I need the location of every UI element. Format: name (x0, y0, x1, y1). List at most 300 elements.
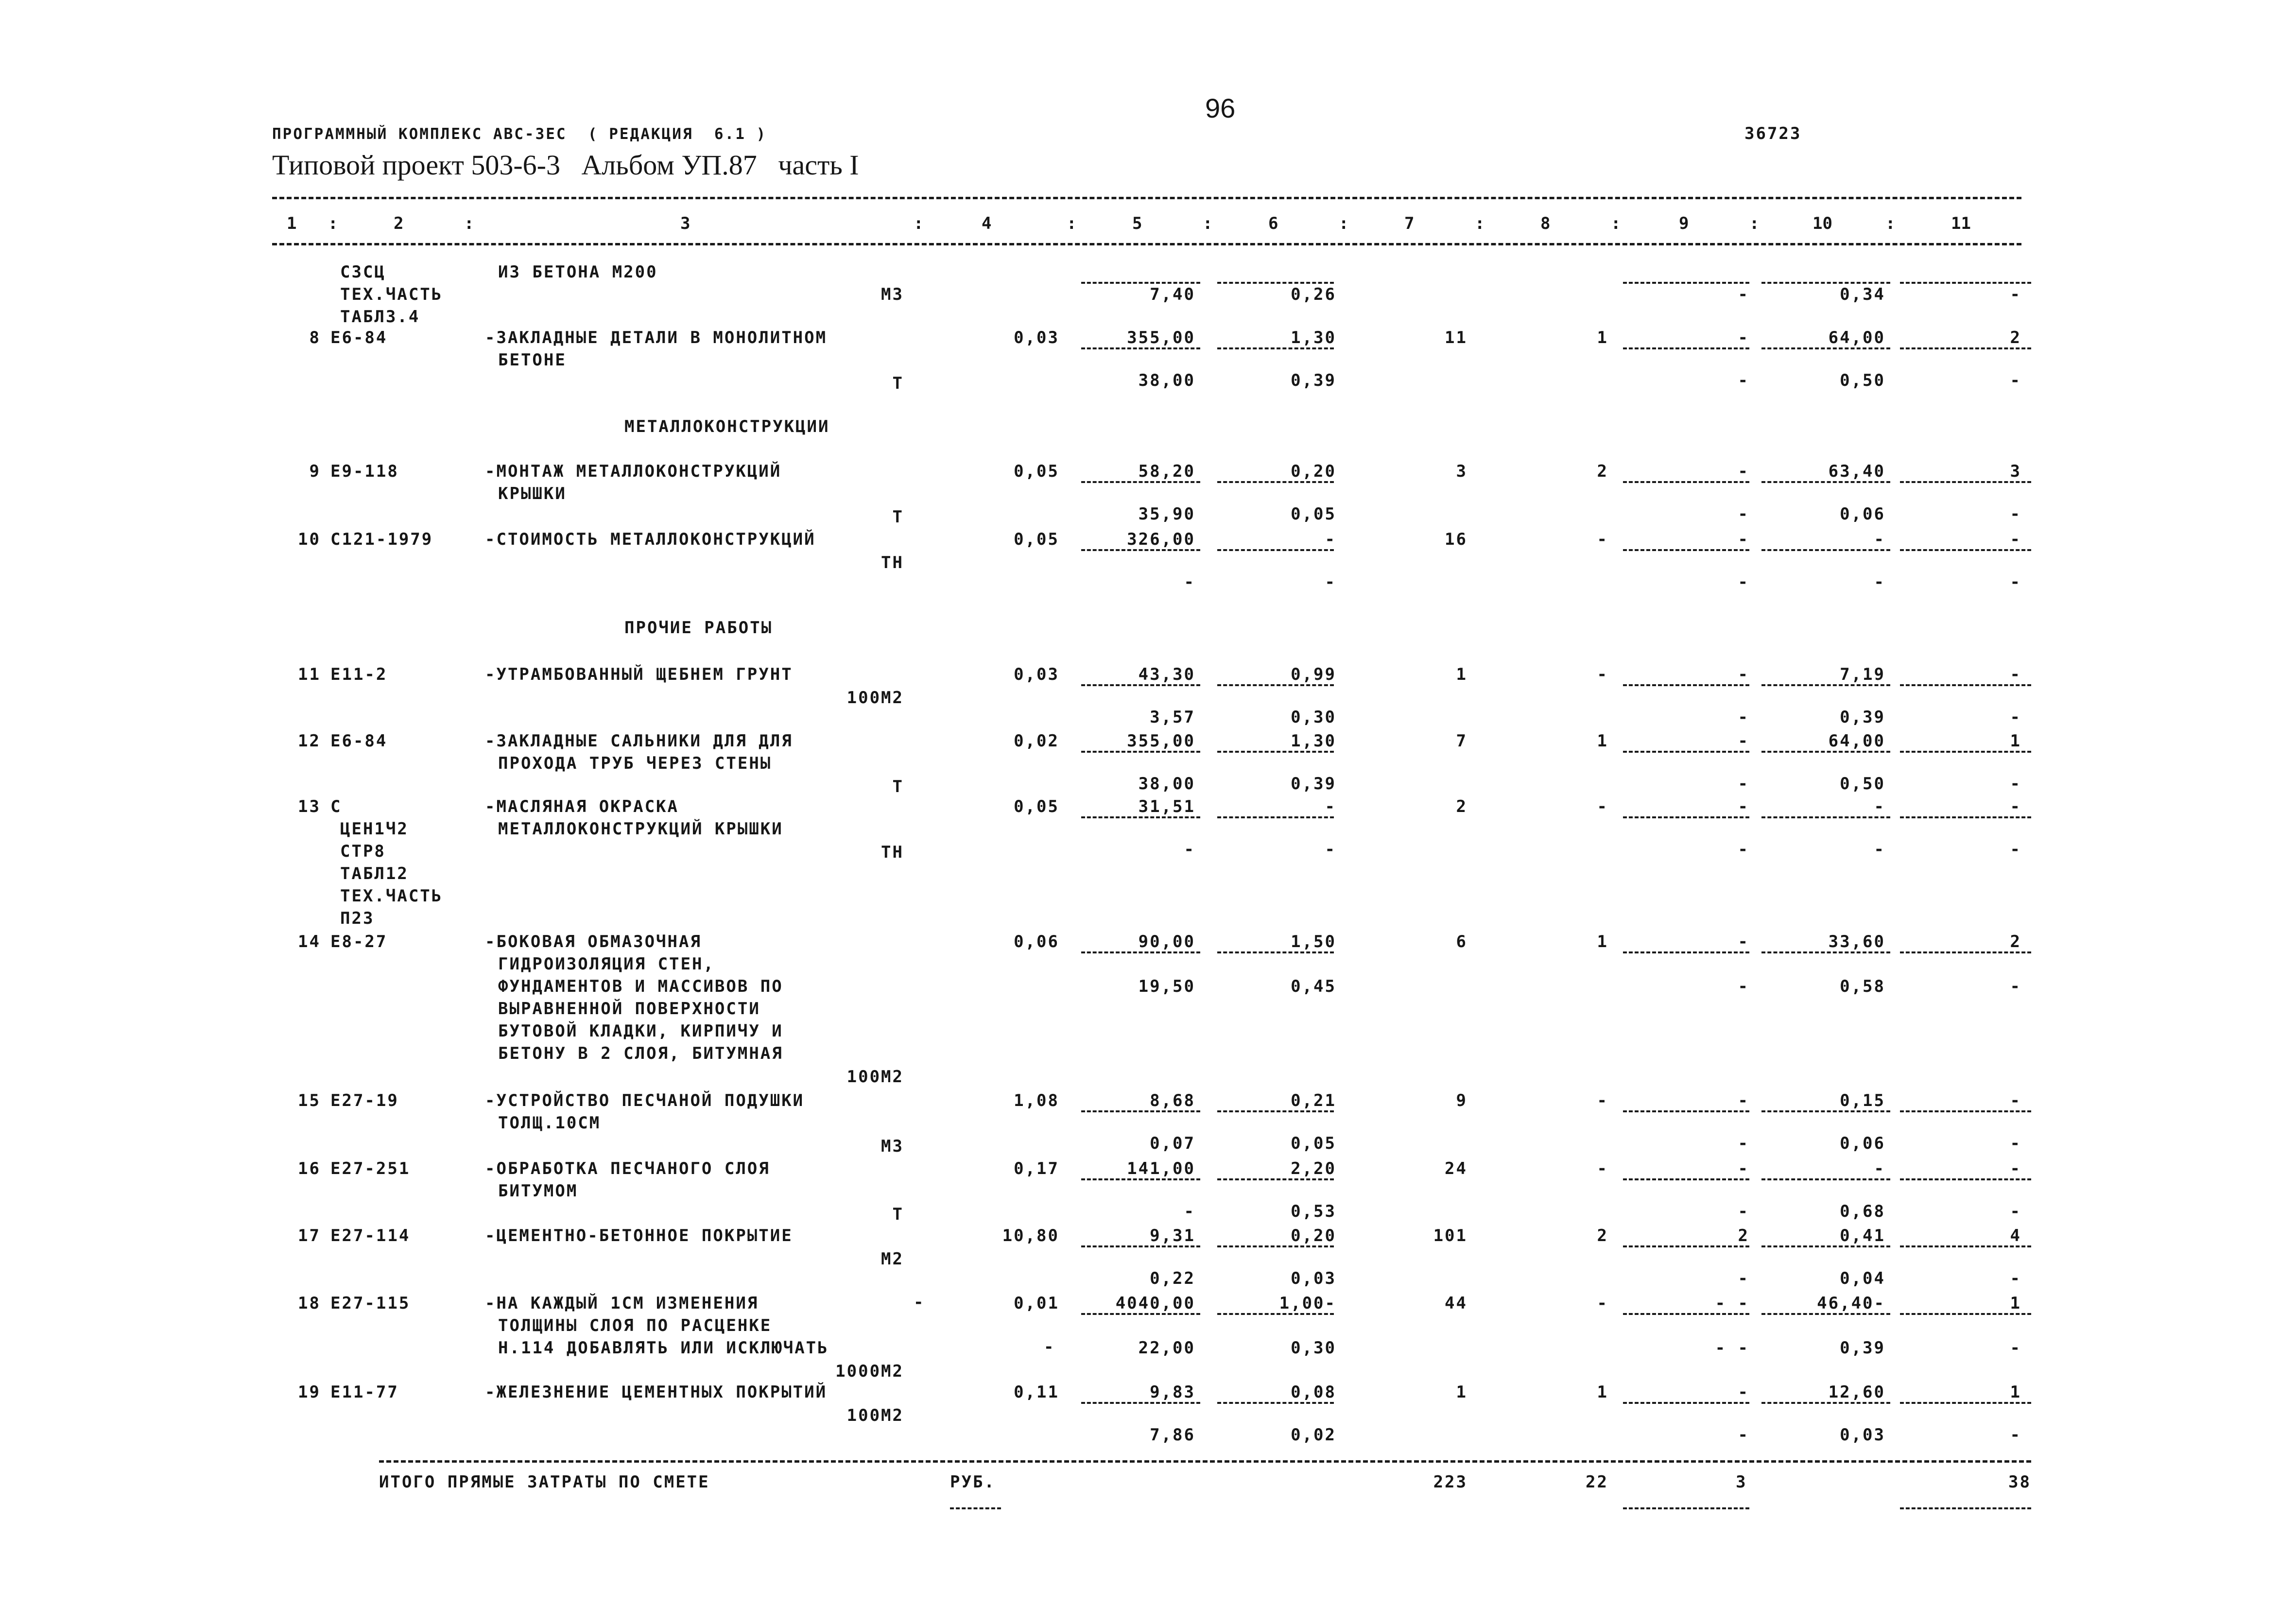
row-col-4: 0,06 (1014, 932, 1059, 951)
row-col-4: 0,03 (1014, 665, 1059, 684)
row-col-5: 355,00 (1127, 731, 1195, 751)
row-col-8: - (1597, 1091, 1608, 1110)
row-description-line: ГИДРОИЗОЛЯЦИЯ СТЕН, (498, 954, 715, 974)
row-description-line: -ЦЕМЕНТНО-БЕТОННОЕ ПОКРЫТИЕ (485, 1226, 793, 1245)
row-col-9-second: - (1738, 285, 1749, 304)
row-number: 15 (298, 1091, 321, 1110)
row-col-6: 1,30 (1291, 731, 1336, 751)
value-separator-rule (1900, 1178, 2031, 1180)
row-col-8: 2 (1597, 1226, 1608, 1245)
row-col-10: 0,41 (1840, 1226, 1885, 1245)
row-col-8: 1 (1597, 1382, 1608, 1402)
total-col-9-underline (1623, 1507, 1749, 1509)
row-col-10-second: 0,04 (1840, 1269, 1885, 1288)
document-code: 36723 (1744, 124, 1802, 143)
row-code-line: ЦЕН1Ч2 (340, 819, 409, 839)
row-col-6: 1,30 (1291, 328, 1336, 347)
row-description-line: -УТРАМБОВАННЫЙ ЩЕБНЕМ ГРУНТ (485, 665, 793, 684)
row-col-4: 0,05 (1014, 797, 1059, 816)
value-separator-rule (1217, 549, 1334, 551)
row-col-5-second: 19,50 (1138, 977, 1195, 996)
row-description-line: -ЗАКЛАДНЫЕ ДЕТАЛИ В МОНОЛИТНОМ (485, 328, 828, 347)
total-col-11-underline (1900, 1507, 2031, 1509)
program-line: ПРОГРАММНЫЙ КОМПЛЕКС АВС-ЗЕС ( РЕДАКЦИЯ 6.1 ) (272, 125, 767, 143)
row-col-10: - (1874, 1159, 1885, 1178)
row-col-11-second: - (2010, 1202, 2021, 1221)
row-col-9-second: - (1738, 572, 1749, 592)
row-unit: М3 (881, 285, 904, 304)
value-separator-rule (1761, 951, 1890, 953)
row-col-11-second: - (2010, 572, 2021, 592)
row-col-11-second: - (2010, 708, 2021, 727)
value-separator-rule (1623, 1110, 1749, 1112)
row-col-5: 326,00 (1127, 530, 1195, 549)
row-description-line: БЕТОНУ В 2 СЛОЯ, БИТУМНАЯ (498, 1044, 783, 1063)
row-description-line: КРЫШКИ (498, 484, 567, 503)
row-col-7: 2 (1456, 797, 1467, 816)
row-col-10-second: 0,06 (1840, 1134, 1885, 1153)
row-col-6: 1,00- (1279, 1294, 1336, 1313)
row-col-8: 2 (1597, 462, 1608, 481)
row-col-10-second: - (1874, 840, 1885, 859)
row-col-5-second: 22,00 (1138, 1338, 1195, 1358)
row-col-11: - (2010, 665, 2021, 684)
row-col-9-second: - (1738, 504, 1749, 524)
row-number: 13 (298, 797, 321, 816)
row-description-line: Н.114 ДОБАВЛЯТЬ ИЛИ ИСКЛЮЧАТЬ (498, 1338, 829, 1358)
value-separator-rule (1900, 282, 2031, 284)
value-separator-rule (1217, 282, 1334, 284)
row-col-7: 7 (1456, 731, 1467, 751)
row-col-6-second: 0,53 (1291, 1202, 1336, 1221)
row-col-9: - (1738, 1091, 1749, 1110)
col-header-11: 11 (1951, 214, 1971, 233)
value-separator-rule (1761, 816, 1890, 818)
row-col-10-second: 0,50 (1840, 371, 1885, 390)
row-description-line: -УСТРОЙСТВО ПЕСЧАНОЙ ПОДУШКИ (485, 1091, 805, 1110)
row-unit: 1000М2 (835, 1362, 904, 1381)
row-col-9: - (1738, 797, 1749, 816)
col-separator: : (1067, 214, 1077, 233)
col-separator: : (328, 214, 338, 233)
row-col-5-second: - (1184, 572, 1195, 592)
row-col-5: 8,68 (1150, 1091, 1195, 1110)
row-col-10-second: 0,34 (1840, 285, 1885, 304)
value-separator-rule (1081, 481, 1200, 483)
total-currency: РУБ. (950, 1472, 996, 1492)
row-col-7: 1 (1456, 1382, 1467, 1402)
col-separator: : (1339, 214, 1349, 233)
row-col-7: 11 (1445, 328, 1467, 347)
row-col-9: - - (1715, 1294, 1749, 1313)
row-description-line: ИЗ БЕТОНА М200 (498, 262, 658, 282)
row-col-6-second: 0,02 (1291, 1425, 1336, 1445)
row-col-8: 1 (1597, 328, 1608, 347)
row-col-6: - (1325, 530, 1336, 549)
row-description-line: -ЖЕЛЕЗНЕНИЕ ЦЕМЕНТНЫХ ПОКРЫТИЙ (485, 1382, 828, 1402)
row-unit: ТН (881, 843, 904, 862)
row-code-line: ТАБЛ3.4 (340, 307, 420, 327)
row-col-10: 64,00 (1828, 731, 1885, 751)
value-separator-rule (1623, 481, 1749, 483)
row-number: 8 (309, 328, 321, 347)
row-code-line: СТР8 (340, 842, 386, 861)
row-description-line: -ОБРАБОТКА ПЕСЧАНОГО СЛОЯ (485, 1159, 770, 1178)
row-col-8: - (1597, 797, 1608, 816)
row-code-line: ТЕХ.ЧАСТЬ (340, 886, 443, 906)
row-col-11: - (2010, 797, 2021, 816)
row-col-6: 0,99 (1291, 665, 1336, 684)
row-col-6-second: - (1325, 572, 1336, 592)
row-col-5: 90,00 (1138, 932, 1195, 951)
row-col-6-second: 0,03 (1291, 1269, 1336, 1288)
row-unit: 100М2 (846, 1067, 904, 1087)
row-col-5: 43,30 (1138, 665, 1195, 684)
row-description-line: -ЗАКЛАДНЫЕ САЛЬНИКИ ДЛЯ ДЛЯ (485, 731, 793, 751)
row-col-5: 31,51 (1138, 797, 1195, 816)
row-code-line: С121-1979 (330, 530, 433, 549)
row-description-line: ПРОХОДА ТРУБ ЧЕРЕЗ СТЕНЫ (498, 754, 772, 773)
row-unit: Т (892, 374, 904, 393)
row-col-9: - (1738, 1159, 1749, 1178)
col-separator: : (1749, 214, 1760, 233)
value-separator-rule (1081, 816, 1200, 818)
value-separator-rule (1217, 816, 1334, 818)
row-description-line: ВЫРАВНЕННОЙ ПОВЕРХНОСТИ (498, 999, 760, 1019)
row-col-11: - (2010, 1159, 2021, 1178)
row-col-10-second: 0,68 (1840, 1202, 1885, 1221)
project-title: Типовой проект 503-6-3 Альбом УП.87 часть I (272, 149, 859, 181)
row-unit: Т (892, 1205, 904, 1224)
value-separator-rule (1900, 684, 2031, 686)
row-col-9-second: - (1738, 708, 1749, 727)
row-col-6-second: 0,45 (1291, 977, 1336, 996)
row-col-6-second: 0,26 (1291, 285, 1336, 304)
total-label: ИТОГО ПРЯМЫЕ ЗАТРАТЫ ПО СМЕТЕ (379, 1472, 710, 1492)
row-code-line: Е8-27 (330, 932, 388, 951)
row-col-10: 33,60 (1828, 932, 1885, 951)
row-col-11: 4 (2010, 1226, 2021, 1245)
row-number: 11 (298, 665, 321, 684)
row-col-10-second: 0,06 (1840, 504, 1885, 524)
row-description-line: ТОЛЩ.10СМ (498, 1113, 601, 1133)
row-unit: М3 (881, 1137, 904, 1156)
value-separator-rule (1761, 282, 1890, 284)
value-separator-rule (1623, 816, 1749, 818)
value-separator-rule (1217, 1402, 1334, 1404)
value-separator-rule (1217, 1313, 1334, 1315)
value-separator-rule (1900, 1402, 2031, 1404)
value-separator-rule (1761, 684, 1890, 686)
row-col-9: - (1738, 328, 1749, 347)
row-col-9: - (1738, 665, 1749, 684)
value-separator-rule (1900, 816, 2031, 818)
row-col-10: 64,00 (1828, 328, 1885, 347)
page-number: 96 (1205, 93, 1236, 123)
value-separator-rule (1217, 1110, 1334, 1112)
value-separator-rule (1081, 549, 1200, 551)
row-col-10-second: 0,58 (1840, 977, 1885, 996)
value-separator-rule (1623, 1402, 1749, 1404)
row-description-line: ФУНДАМЕНТОВ И МАССИВОВ ПО (498, 977, 783, 996)
row-col-7: 24 (1445, 1159, 1467, 1178)
row-col-9-second: - (1738, 840, 1749, 859)
col-separator: : (464, 214, 474, 233)
row-18-minus-mark: - (914, 1293, 925, 1312)
row-col-11: 1 (2010, 1294, 2021, 1313)
section-title-other: ПРОЧИЕ РАБОТЫ (624, 618, 773, 638)
value-separator-rule (1623, 751, 1749, 753)
row-col-7: 9 (1456, 1091, 1467, 1110)
row-code-line: П23 (340, 909, 375, 928)
row-code-line: Е27-251 (330, 1159, 411, 1178)
row-col-9-second: - (1738, 774, 1749, 794)
row-col-8: - (1597, 665, 1608, 684)
row-col-7: 3 (1456, 462, 1467, 481)
row-18-minus-mark: - (1044, 1337, 1055, 1357)
row-col-6-second: - (1325, 840, 1336, 859)
value-separator-rule (1217, 481, 1334, 483)
row-col-5-second: - (1184, 840, 1195, 859)
row-description-line: -НА КАЖДЫЙ 1СМ ИЗМЕНЕНИЯ (485, 1294, 759, 1313)
row-code-line: Е11-77 (330, 1382, 399, 1402)
row-unit: М2 (881, 1249, 904, 1269)
row-col-7: 16 (1445, 530, 1467, 549)
row-col-11-second: - (2010, 1269, 2021, 1288)
row-col-6-second: 0,30 (1291, 1338, 1336, 1358)
row-code-line: Е9-118 (330, 462, 399, 481)
row-col-4: 0,11 (1014, 1382, 1059, 1402)
row-col-5: 9,31 (1150, 1226, 1195, 1245)
row-col-11-second: - (2010, 285, 2021, 304)
row-col-11-second: - (2010, 774, 2021, 794)
value-separator-rule (1900, 549, 2031, 551)
row-col-5: 355,00 (1127, 328, 1195, 347)
row-col-11-second: - (2010, 1425, 2021, 1445)
value-separator-rule (1081, 751, 1200, 753)
row-col-10: 46,40- (1817, 1294, 1885, 1313)
value-separator-rule (1081, 1178, 1200, 1180)
row-col-9: - (1738, 731, 1749, 751)
row-code-line: Е27-19 (330, 1091, 399, 1110)
value-separator-rule (1623, 684, 1749, 686)
row-col-4: 0,01 (1014, 1294, 1059, 1313)
value-separator-rule (1623, 549, 1749, 551)
value-separator-rule (1900, 1313, 2031, 1315)
row-col-6: 0,21 (1291, 1091, 1336, 1110)
row-col-11-second: - (2010, 977, 2021, 996)
row-col-9: 2 (1738, 1226, 1749, 1245)
row-col-9: - (1738, 1382, 1749, 1402)
row-col-6: 2,20 (1291, 1159, 1336, 1178)
value-separator-rule (1761, 1110, 1890, 1112)
row-col-11-second: - (2010, 840, 2021, 859)
row-col-7: 101 (1433, 1226, 1467, 1245)
row-col-8: - (1597, 1294, 1608, 1313)
row-col-4: 0,03 (1014, 328, 1059, 347)
row-code-line: Е11-2 (330, 665, 388, 684)
value-separator-rule (1217, 751, 1334, 753)
row-description-line: -БОКОВАЯ ОБМАЗОЧНАЯ (485, 932, 702, 951)
value-separator-rule (1081, 1313, 1200, 1315)
row-number: 12 (298, 731, 321, 751)
row-col-5-second: 7,86 (1150, 1425, 1195, 1445)
row-col-11-second: - (2010, 1134, 2021, 1153)
row-col-10-second: 0,50 (1840, 774, 1885, 794)
row-col-11: 2 (2010, 932, 2021, 951)
value-separator-rule (1761, 481, 1890, 483)
row-col-4: 0,02 (1014, 731, 1059, 751)
row-col-6: 1,50 (1291, 932, 1336, 951)
row-col-6: 0,20 (1291, 1226, 1336, 1245)
total-col-9: 3 (1736, 1472, 1747, 1492)
row-col-5-second: 35,90 (1138, 504, 1195, 524)
value-separator-rule (1623, 951, 1749, 953)
row-number: 17 (298, 1226, 321, 1245)
row-col-10: - (1874, 797, 1885, 816)
col-header-3: 3 (680, 214, 691, 233)
row-number: 18 (298, 1294, 321, 1313)
row-description-line: БИТУМОМ (498, 1181, 578, 1201)
row-col-4: 0,05 (1014, 462, 1059, 481)
row-col-7: 44 (1445, 1294, 1467, 1313)
row-number: 19 (298, 1382, 321, 1402)
row-code-line: СЗСЦ (340, 262, 386, 282)
value-separator-rule (1217, 1245, 1334, 1247)
row-code-line: Е27-115 (330, 1294, 411, 1313)
total-col-7: 223 (1433, 1472, 1467, 1492)
value-separator-rule (1900, 1245, 2031, 1247)
col-header-8: 8 (1540, 214, 1551, 233)
value-separator-rule (1623, 1313, 1749, 1315)
col-separator: : (914, 214, 924, 233)
value-separator-rule (1900, 347, 2031, 349)
value-separator-rule (1761, 751, 1890, 753)
row-col-10-second: 0,03 (1840, 1425, 1885, 1445)
total-col-8: 22 (1586, 1472, 1608, 1492)
row-col-6-second: 0,39 (1291, 774, 1336, 794)
row-col-10: 7,19 (1840, 665, 1885, 684)
col-header-4: 4 (982, 214, 992, 233)
row-col-11: 3 (2010, 462, 2021, 481)
value-separator-rule (1217, 347, 1334, 349)
row-col-10: 0,15 (1840, 1091, 1885, 1110)
value-separator-rule (1081, 1245, 1200, 1247)
row-col-10-second: 0,39 (1840, 1338, 1885, 1358)
row-col-6: - (1325, 797, 1336, 816)
row-col-5-second: - (1184, 1202, 1195, 1221)
row-unit: 100М2 (846, 1406, 904, 1425)
row-code-line: Е27-114 (330, 1226, 411, 1245)
row-col-9-second: - - (1715, 1338, 1749, 1358)
row-col-8: - (1597, 1159, 1608, 1178)
value-separator-rule (1081, 684, 1200, 686)
row-col-11: - (2010, 1091, 2021, 1110)
row-col-6-second: 0,05 (1291, 1134, 1336, 1153)
row-col-9: - (1738, 530, 1749, 549)
row-col-8: - (1597, 530, 1608, 549)
col-header-10: 10 (1813, 214, 1832, 233)
row-col-5-second: 7,40 (1150, 285, 1195, 304)
col-header-5: 5 (1132, 214, 1142, 233)
value-separator-rule (1217, 684, 1334, 686)
value-separator-rule (1900, 951, 2031, 953)
row-col-10-second: 0,39 (1840, 708, 1885, 727)
value-separator-rule (1081, 347, 1200, 349)
row-col-11-second: - (2010, 1338, 2021, 1358)
col-header-7: 7 (1404, 214, 1415, 233)
row-col-9: - (1738, 932, 1749, 951)
value-separator-rule (1900, 751, 2031, 753)
col-separator: : (1203, 214, 1213, 233)
value-separator-rule (1761, 347, 1890, 349)
row-col-9: - (1738, 462, 1749, 481)
value-separator-rule (1623, 347, 1749, 349)
value-separator-rule (1761, 549, 1890, 551)
row-col-9-second: - (1738, 1202, 1749, 1221)
value-separator-rule (1623, 282, 1749, 284)
value-separator-rule (1761, 1178, 1890, 1180)
row-col-7: 1 (1456, 665, 1467, 684)
row-col-4: 10,80 (1002, 1226, 1059, 1245)
row-description-line: -МОНТАЖ МЕТАЛЛОКОНСТРУКЦИЙ (485, 462, 782, 481)
row-description-line: -СТОИМОСТЬ МЕТАЛЛОКОНСТРУКЦИЙ (485, 530, 816, 549)
value-separator-rule (1761, 1313, 1890, 1315)
row-col-6-second: 0,05 (1291, 504, 1336, 524)
row-col-6-second: 0,39 (1291, 371, 1336, 390)
row-col-10: 63,40 (1828, 462, 1885, 481)
row-col-9-second: - (1738, 1134, 1749, 1153)
row-col-10: - (1874, 530, 1885, 549)
total-currency-underline (950, 1507, 1001, 1509)
row-col-5-second: 0,07 (1150, 1134, 1195, 1153)
value-separator-rule (1900, 481, 2031, 483)
header-bottom-rule (272, 243, 2021, 245)
row-unit: Т (892, 777, 904, 796)
row-description-line: БЕТОНЕ (498, 350, 567, 370)
total-col-11: 38 (2008, 1472, 2031, 1492)
row-number: 10 (298, 530, 321, 549)
col-separator: : (1475, 214, 1485, 233)
row-col-4: 0,17 (1014, 1159, 1059, 1178)
section-title-metal: МЕТАЛЛОКОНСТРУКЦИИ (624, 417, 830, 436)
row-col-5: 141,00 (1127, 1159, 1195, 1178)
row-col-11: - (2010, 530, 2021, 549)
header-top-rule (272, 197, 2021, 199)
row-col-9-second: - (1738, 977, 1749, 996)
row-number: 14 (298, 932, 321, 951)
col-separator: : (1611, 214, 1621, 233)
value-separator-rule (1623, 1178, 1749, 1180)
row-col-9-second: - (1738, 1269, 1749, 1288)
row-description-line: БУТОВОЙ КЛАДКИ, КИРПИЧУ И (498, 1021, 783, 1041)
row-number: 9 (309, 462, 321, 481)
col-header-2: 2 (394, 214, 404, 233)
value-separator-rule (1761, 1402, 1890, 1404)
col-header-6: 6 (1268, 214, 1278, 233)
row-col-9-second: - (1738, 1425, 1749, 1445)
row-code-line: С (330, 797, 342, 816)
col-separator: : (1885, 214, 1896, 233)
row-col-8: 1 (1597, 932, 1608, 951)
row-col-5-second: 38,00 (1138, 371, 1195, 390)
row-col-4: 0,05 (1014, 530, 1059, 549)
row-col-11-second: - (2010, 371, 2021, 390)
row-col-11: 1 (2010, 731, 2021, 751)
row-col-6: 0,08 (1291, 1382, 1336, 1402)
row-col-4: 1,08 (1014, 1091, 1059, 1110)
row-description-line: МЕТАЛЛОКОНСТРУКЦИЙ КРЫШКИ (498, 819, 783, 839)
